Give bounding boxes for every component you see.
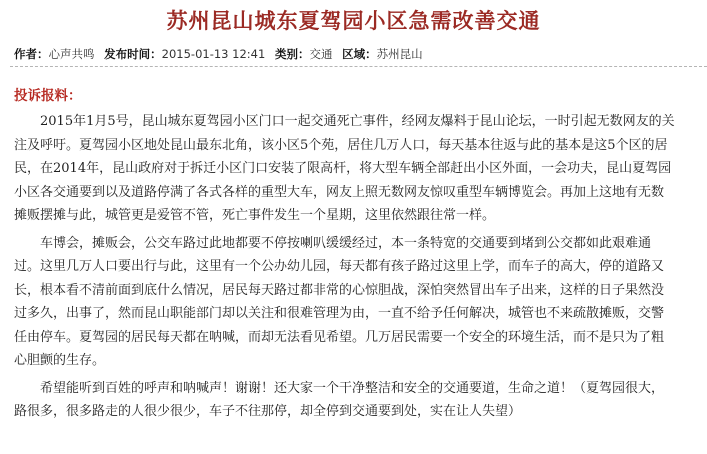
- paragraph-line: 希望能听到百姓的呼声和呐喊声！谢谢！还大家一个干净整洁和安全的交通要道，生命之道！（夏驾园很大，: [14, 380, 665, 396]
- meta-divider: [10, 66, 707, 67]
- paragraph-line: 心胆颤的生存。: [14, 353, 106, 368]
- article-meta: [14, 46, 707, 62]
- paragraph-line: 摊贩摆摊与此，城管更是爱管不管，死亡事件发生一个星期，这里依然跟往常一样。: [14, 208, 496, 223]
- region-label: 区域：: [342, 47, 377, 61]
- region-value: 苏州昆山: [376, 47, 423, 61]
- paragraph-line: 过。这里几万人口要出行与此，这里有一个公办幼儿园，每天都有孩子路过这里上学，而车子的高大，停的道路又: [14, 259, 665, 274]
- author-label: 作者：: [14, 47, 49, 61]
- paragraph: [14, 110, 707, 228]
- paragraph-line: 民，在2014年，昆山政府对于拆迁小区门口安装了限高杆，将大型车辆全部赶出小区外面，一会功夫，昆山夏驾园: [14, 161, 672, 176]
- paragraph: [14, 377, 707, 424]
- paragraph-line: 任由停车。夏驾园的居民每天都在呐喊，而却无法看见希望。几万居民需要一个安全的环境生活，而不是只为了粗: [14, 329, 665, 345]
- paragraph-line: 车博会，摊贩会，公交车路过此地都要不停按喇叭缓缓经过，本一条特宽的交通要到堵到公交都如此艰难通: [14, 235, 652, 251]
- category-value: 交通: [309, 47, 333, 61]
- publish-time-label: 发布时间：: [104, 47, 162, 61]
- paragraph-line: 路很多，很多路走的人很少很少，车子不往那停，却全停到交通要到处，实在让人失望）: [14, 404, 522, 419]
- paragraph-line: 2015年1月5号，昆山城东夏驾园小区门口一起交通死亡事件，经网友爆料于昆山论坛，一时引起无数网友的关: [14, 114, 675, 129]
- category-label: 类别：: [274, 47, 310, 61]
- paragraph-line: 长，根本看不清前面到底什么情况，居民每天路过都非常的心惊胆战，深怕突然冒出车子出来，这样的日子果然没: [14, 282, 665, 298]
- author-value: 心声共鸣: [48, 47, 95, 61]
- paragraph-line: 小区各交通要到以及道路停满了各式各样的重型大车，网友上照无数网友惊叹重型车辆博览会。再加上这地有无数: [14, 184, 665, 200]
- paragraph-line: 注及呼吁。夏驾园小区地处昆山最东北角，该小区5个苑，居住几万人口，每天基本往返与此的基本是这5个区的居: [14, 137, 668, 153]
- paragraph: [14, 232, 707, 373]
- publish-time-value: 2015-01-13 12:41: [161, 47, 266, 61]
- section-heading: 投诉报料：: [14, 88, 82, 104]
- article-body: [14, 110, 707, 424]
- article-title: 苏州昆山城东夏驾园小区急需改善交通: [166, 8, 541, 33]
- paragraph-line: 过多久，出事了，然而昆山职能部门却以关注和很难管理为由，一直不给予任何解决，城管也不来疏散摊贩，交警: [14, 306, 665, 321]
